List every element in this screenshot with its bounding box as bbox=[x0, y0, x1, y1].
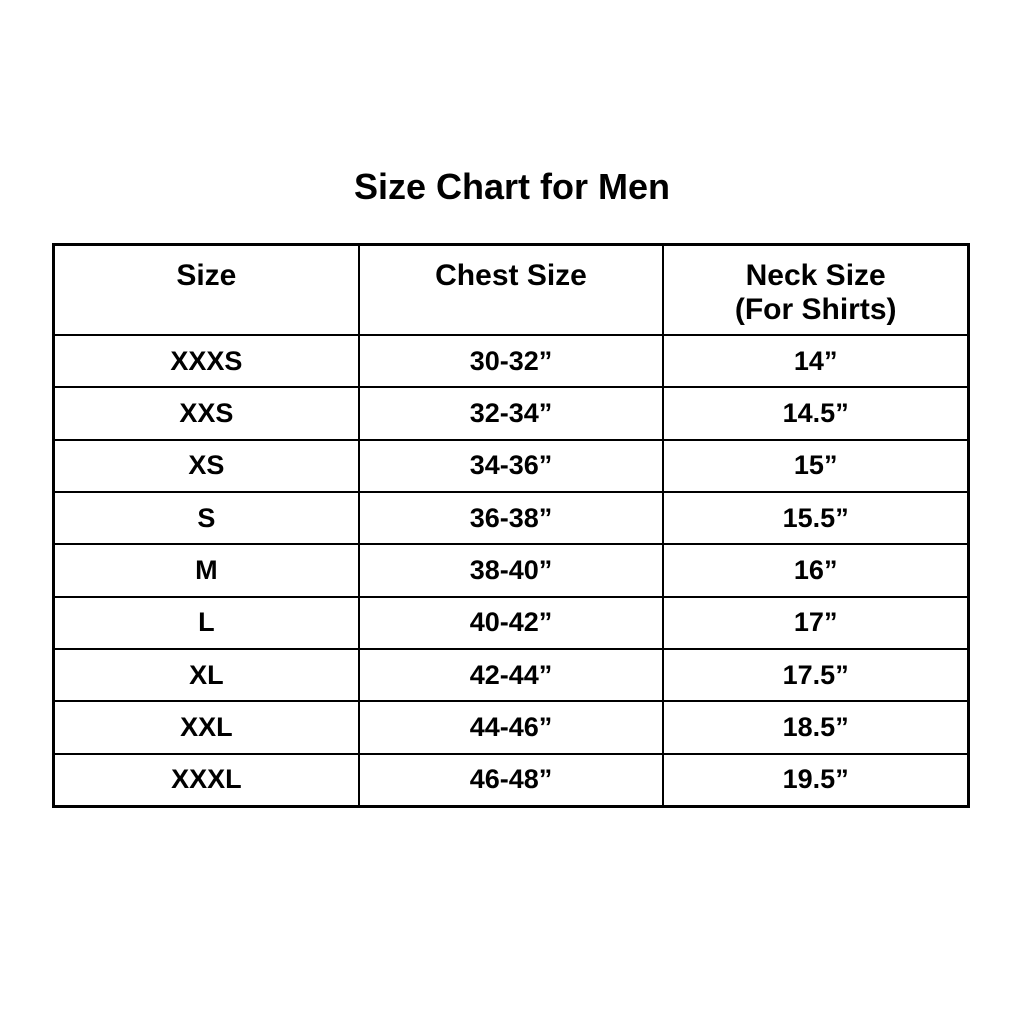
cell-neck: 15.5” bbox=[662, 493, 967, 543]
cell-size: XXL bbox=[180, 711, 233, 742]
header-chest-size-label: Chest Size bbox=[435, 259, 587, 292]
table-row bbox=[55, 386, 967, 438]
cell-size: XXXS bbox=[170, 345, 243, 376]
cell-chest: 40-42” bbox=[358, 598, 663, 648]
cell-size: L bbox=[198, 607, 215, 638]
page-title: Size Chart for Men bbox=[353, 166, 671, 207]
cell-size: XXS bbox=[179, 397, 234, 428]
cell-chest: 32-34” bbox=[358, 388, 663, 438]
cell-chest: 44-46” bbox=[358, 702, 663, 752]
table-row bbox=[55, 648, 967, 700]
header-neck-size bbox=[662, 246, 967, 334]
cell-neck: 17” bbox=[662, 598, 967, 648]
header-neck-size-sublabel: (For Shirts) bbox=[734, 293, 897, 326]
table-row bbox=[55, 596, 967, 648]
cell-size: XXXL bbox=[171, 764, 242, 795]
header-size bbox=[55, 246, 358, 334]
cell-size: S bbox=[197, 502, 216, 533]
header-size-label: Size bbox=[176, 259, 237, 292]
cell-size: XS bbox=[188, 450, 225, 481]
header-chest-size bbox=[358, 246, 663, 334]
table-header-row bbox=[55, 246, 967, 334]
cell-chest: 34-36” bbox=[358, 441, 663, 491]
cell-size: XL bbox=[189, 659, 224, 690]
cell-neck: 14” bbox=[662, 336, 967, 386]
cell-neck: 16” bbox=[662, 545, 967, 595]
table-row bbox=[55, 334, 967, 386]
cell-neck: 15” bbox=[662, 441, 967, 491]
table-row bbox=[55, 700, 967, 752]
cell-size: M bbox=[195, 554, 218, 585]
cell-neck: 14.5” bbox=[662, 388, 967, 438]
cell-neck: 17.5” bbox=[662, 650, 967, 700]
cell-neck: 19.5” bbox=[662, 755, 967, 805]
size-chart-table bbox=[52, 243, 970, 808]
table-row bbox=[55, 753, 967, 805]
cell-neck: 18.5” bbox=[662, 702, 967, 752]
cell-chest: 36-38” bbox=[358, 493, 663, 543]
table-row bbox=[55, 439, 967, 491]
cell-chest: 46-48” bbox=[358, 755, 663, 805]
table-row bbox=[55, 491, 967, 543]
cell-chest: 30-32” bbox=[358, 336, 663, 386]
header-neck-size-label: Neck Size bbox=[745, 259, 886, 292]
cell-chest: 42-44” bbox=[358, 650, 663, 700]
cell-chest: 38-40” bbox=[358, 545, 663, 595]
table-row bbox=[55, 543, 967, 595]
